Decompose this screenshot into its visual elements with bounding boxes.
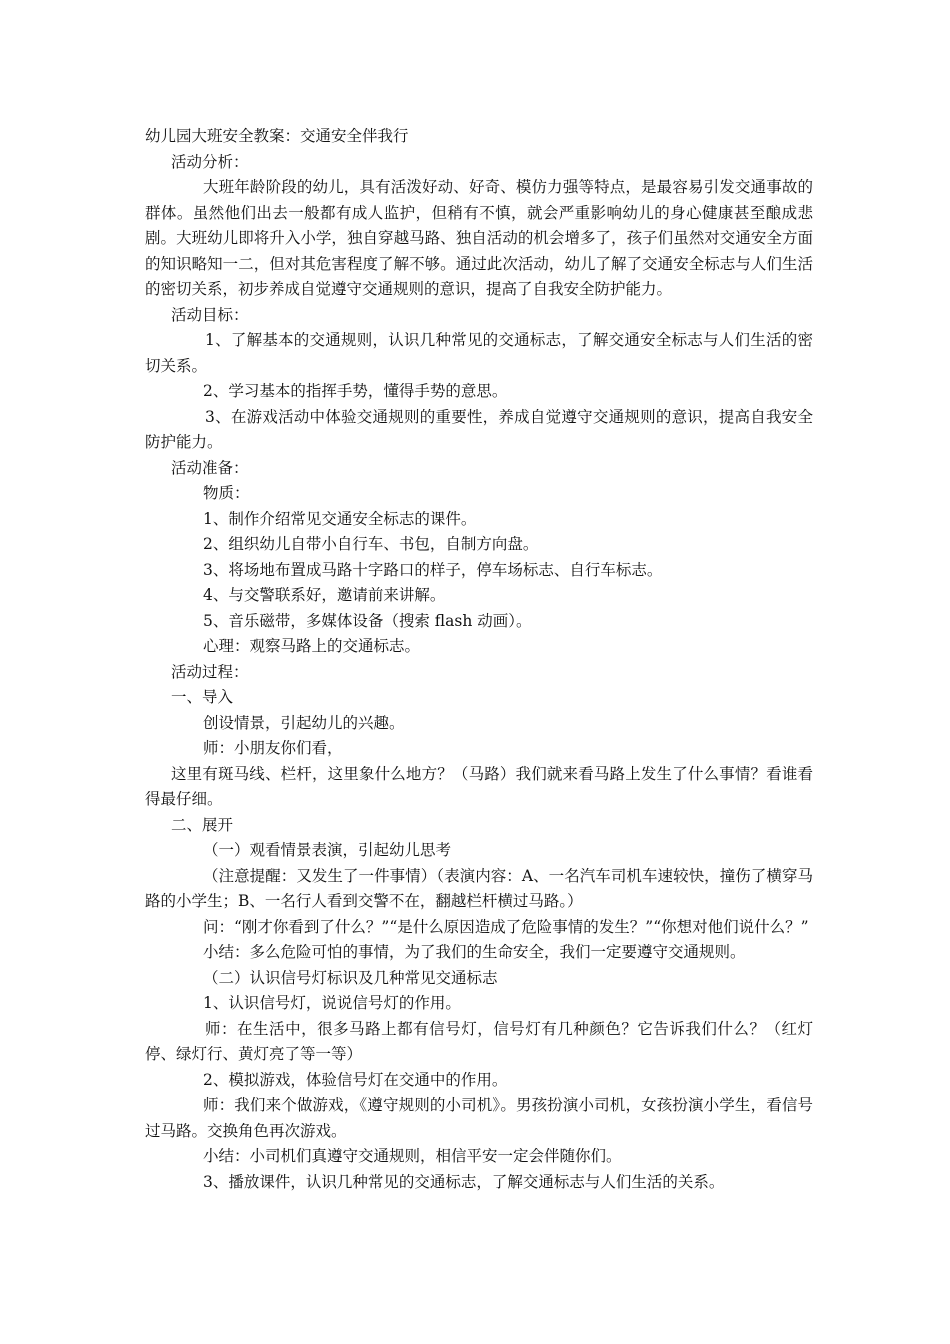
paragraph: （二）认识信号灯标识及几种常见交通标志: [203, 968, 498, 987]
document-body: [145, 124, 813, 1195]
paragraph: 师：我们来个做游戏，《遵守规则的小司机》。男孩扮演小司机，女孩扮演小学生，看信号过马路。交换角色再次游戏。: [145, 1096, 813, 1140]
paragraph: 活动目标：: [171, 305, 249, 324]
paragraph: 师：在生活中，很多马路上都有信号灯，信号灯有几种颜色？它告诉我们什么？（红灯停、绿灯行、黄灯亮了等一等）: [145, 1019, 813, 1063]
paragraph: 活动过程：: [171, 662, 249, 681]
paragraph: 4、与交警联系好，邀请前来讲解。: [203, 586, 446, 604]
paragraph: （注意提醒：又发生了一件事情）（表演内容：A、一名汽车司机车速较快，撞伤了横穿马路的小学生；B、一名行人看到交警不在，翻越栏杆横过马路。）: [145, 866, 813, 910]
paragraph: 大班年龄阶段的幼儿，具有活泼好动、好奇、模仿力强等特点，是最容易引发交通事故的群体。虽然他们出去一般都有成人监护，但稍有不慎，就会严重影响幼儿的身心健康甚至酿成悲剧。大班幼儿即将升入小学，独自穿越马路、独自活动的机会增多了，孩子们虽然对交通安全方面的知识略知一二，但对其危害程度了解不够。通过此次活动，幼儿了解了交通安全标志与人们生活的密切关系，初步养成自觉遵守交通规则的意识，提高了自我安全防护能力。: [145, 178, 813, 298]
paragraph: 师：小朋友你们看，: [203, 739, 343, 757]
paragraph: 1、了解基本的交通规则，认识几种常见的交通标志，了解交通安全标志与人们生活的密切关系。: [145, 331, 813, 375]
paragraph: 物质：: [203, 484, 250, 502]
paragraph: 一、导入: [171, 688, 234, 706]
paragraph: 心理：观察马路上的交通标志。: [203, 637, 421, 655]
paragraph: 2、模拟游戏，体验信号灯在交通中的作用。: [203, 1070, 508, 1089]
paragraph: 2、组织幼儿自带小自行车、书包，自制方向盘。: [203, 535, 539, 553]
paragraph: 创设情景，引起幼儿的兴趣。: [203, 713, 405, 732]
paragraph: 二、展开: [171, 815, 234, 834]
paragraph: 1、认识信号灯，说说信号灯的作用。: [203, 994, 461, 1012]
paragraph: 5、音乐磁带，多媒体设备（搜索 flash 动画）。: [203, 611, 532, 630]
paragraph: 3、在游戏活动中体验交通规则的重要性，养成自觉遵守交通规则的意识，提高自我安全防护能力。: [145, 407, 813, 451]
paragraph: 活动准备：: [171, 458, 249, 477]
paragraph: 小结：多么危险可怕的事情，为了我们的生命安全，我们一定要遵守交通规则。: [203, 943, 746, 961]
paragraph: 这里有斑马线、栏杆，这里象什么地方？（马路）我们就来看马路上发生了什么事情？看谁看得最仔细。: [145, 764, 813, 808]
paragraph: （一）观看情景表演，引起幼儿思考: [203, 841, 452, 859]
document-title: 幼儿园大班安全教案：交通安全伴我行: [145, 127, 409, 145]
paragraph-list: [145, 150, 813, 1196]
paragraph: 小结：小司机们真遵守交通规则，相信平安一定会伴随你们。: [203, 1147, 622, 1165]
paragraph: 活动分析：: [171, 152, 249, 171]
paragraph: 3、将场地布置成马路十字路口的样子，停车场标志、自行车标志。: [203, 560, 663, 579]
paragraph: 3、播放课件，认识几种常见的交通标志，了解交通标志与人们生活的关系。: [203, 1172, 725, 1191]
paragraph: 问：“刚才你看到了什么？”“是什么原因造成了危险事情的发生？”“你想对他们说什么？”: [203, 917, 809, 936]
paragraph: 2、学习基本的指挥手势，懂得手势的意思。: [203, 382, 508, 400]
paragraph: 1、制作介绍常见交通安全标志的课件。: [203, 509, 477, 528]
